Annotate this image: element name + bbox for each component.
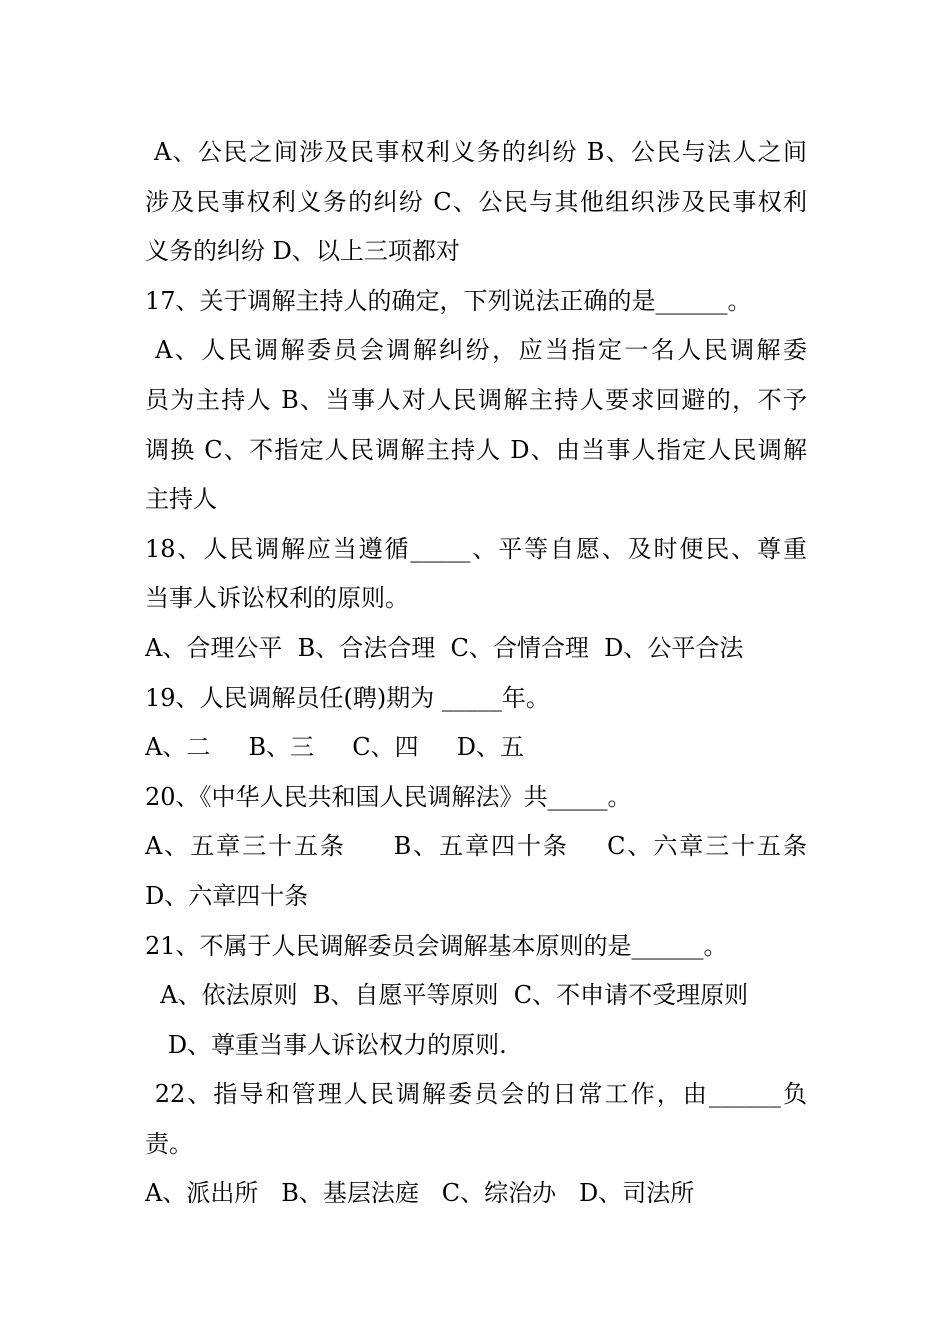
question-18: 18、人民调解应当遵循_____、平等自愿、及时便民、尊重 <box>145 534 807 563</box>
text-line: D、六章四十条 <box>145 881 309 910</box>
options-19: A、二 B、三 C、四 D、五 <box>145 733 525 762</box>
text-line: 主持人 <box>145 485 217 514</box>
text-line: 涉及民事权利义务的纠纷 C、公民与其他组织涉及民事权利 <box>145 187 807 216</box>
options-22: A、派出所 B、基层法庭 C、综治办 D、司法所 <box>145 1179 695 1208</box>
options-18: A、合理公平 B、合法合理 C、合情合理 D、公平合法 <box>145 633 744 662</box>
question-21: 21、不属于人民调解委员会调解基本原则的是______。 <box>145 931 728 960</box>
text-line: 员为主持人 B、当事人对人民调解主持人要求回避的，不予 <box>145 385 807 414</box>
text-line: D、尊重当事人诉讼权力的原则. <box>145 1030 507 1059</box>
text-line: 责。 <box>145 1129 193 1158</box>
text-line: 义务的纠纷 D、以上三项都对 <box>145 237 460 266</box>
question-20: 20、《中华人民共和国人民调解法》共_____。 <box>145 782 632 811</box>
question-17: 17、关于调解主持人的确定，下列说法正确的是______。 <box>145 286 752 315</box>
text-line: 调换 C、不指定人民调解主持人 D、由当事人指定人民调解 <box>145 435 807 464</box>
question-19: 19、人民调解员任(聘)期为 _____年。 <box>145 683 550 712</box>
options-20: A、五章三十五条 B、五章四十条 C、六章三十五条 <box>145 832 807 861</box>
document-body <box>145 128 807 1219</box>
text-line: A、公民之间涉及民事权利义务的纠纷 B、公民与法人之间 <box>145 138 807 166</box>
text-line: A、人民调解委员会调解纠纷，应当指定一名人民调解委 <box>145 336 807 365</box>
question-22: 22、指导和管理人民调解委员会的日常工作，由______负 <box>145 1080 807 1109</box>
text-line: 当事人诉讼权利的原则。 <box>145 584 409 613</box>
options-21: A、依法原则 B、自愿平等原则 C、不申请不受理原则 <box>145 981 749 1010</box>
